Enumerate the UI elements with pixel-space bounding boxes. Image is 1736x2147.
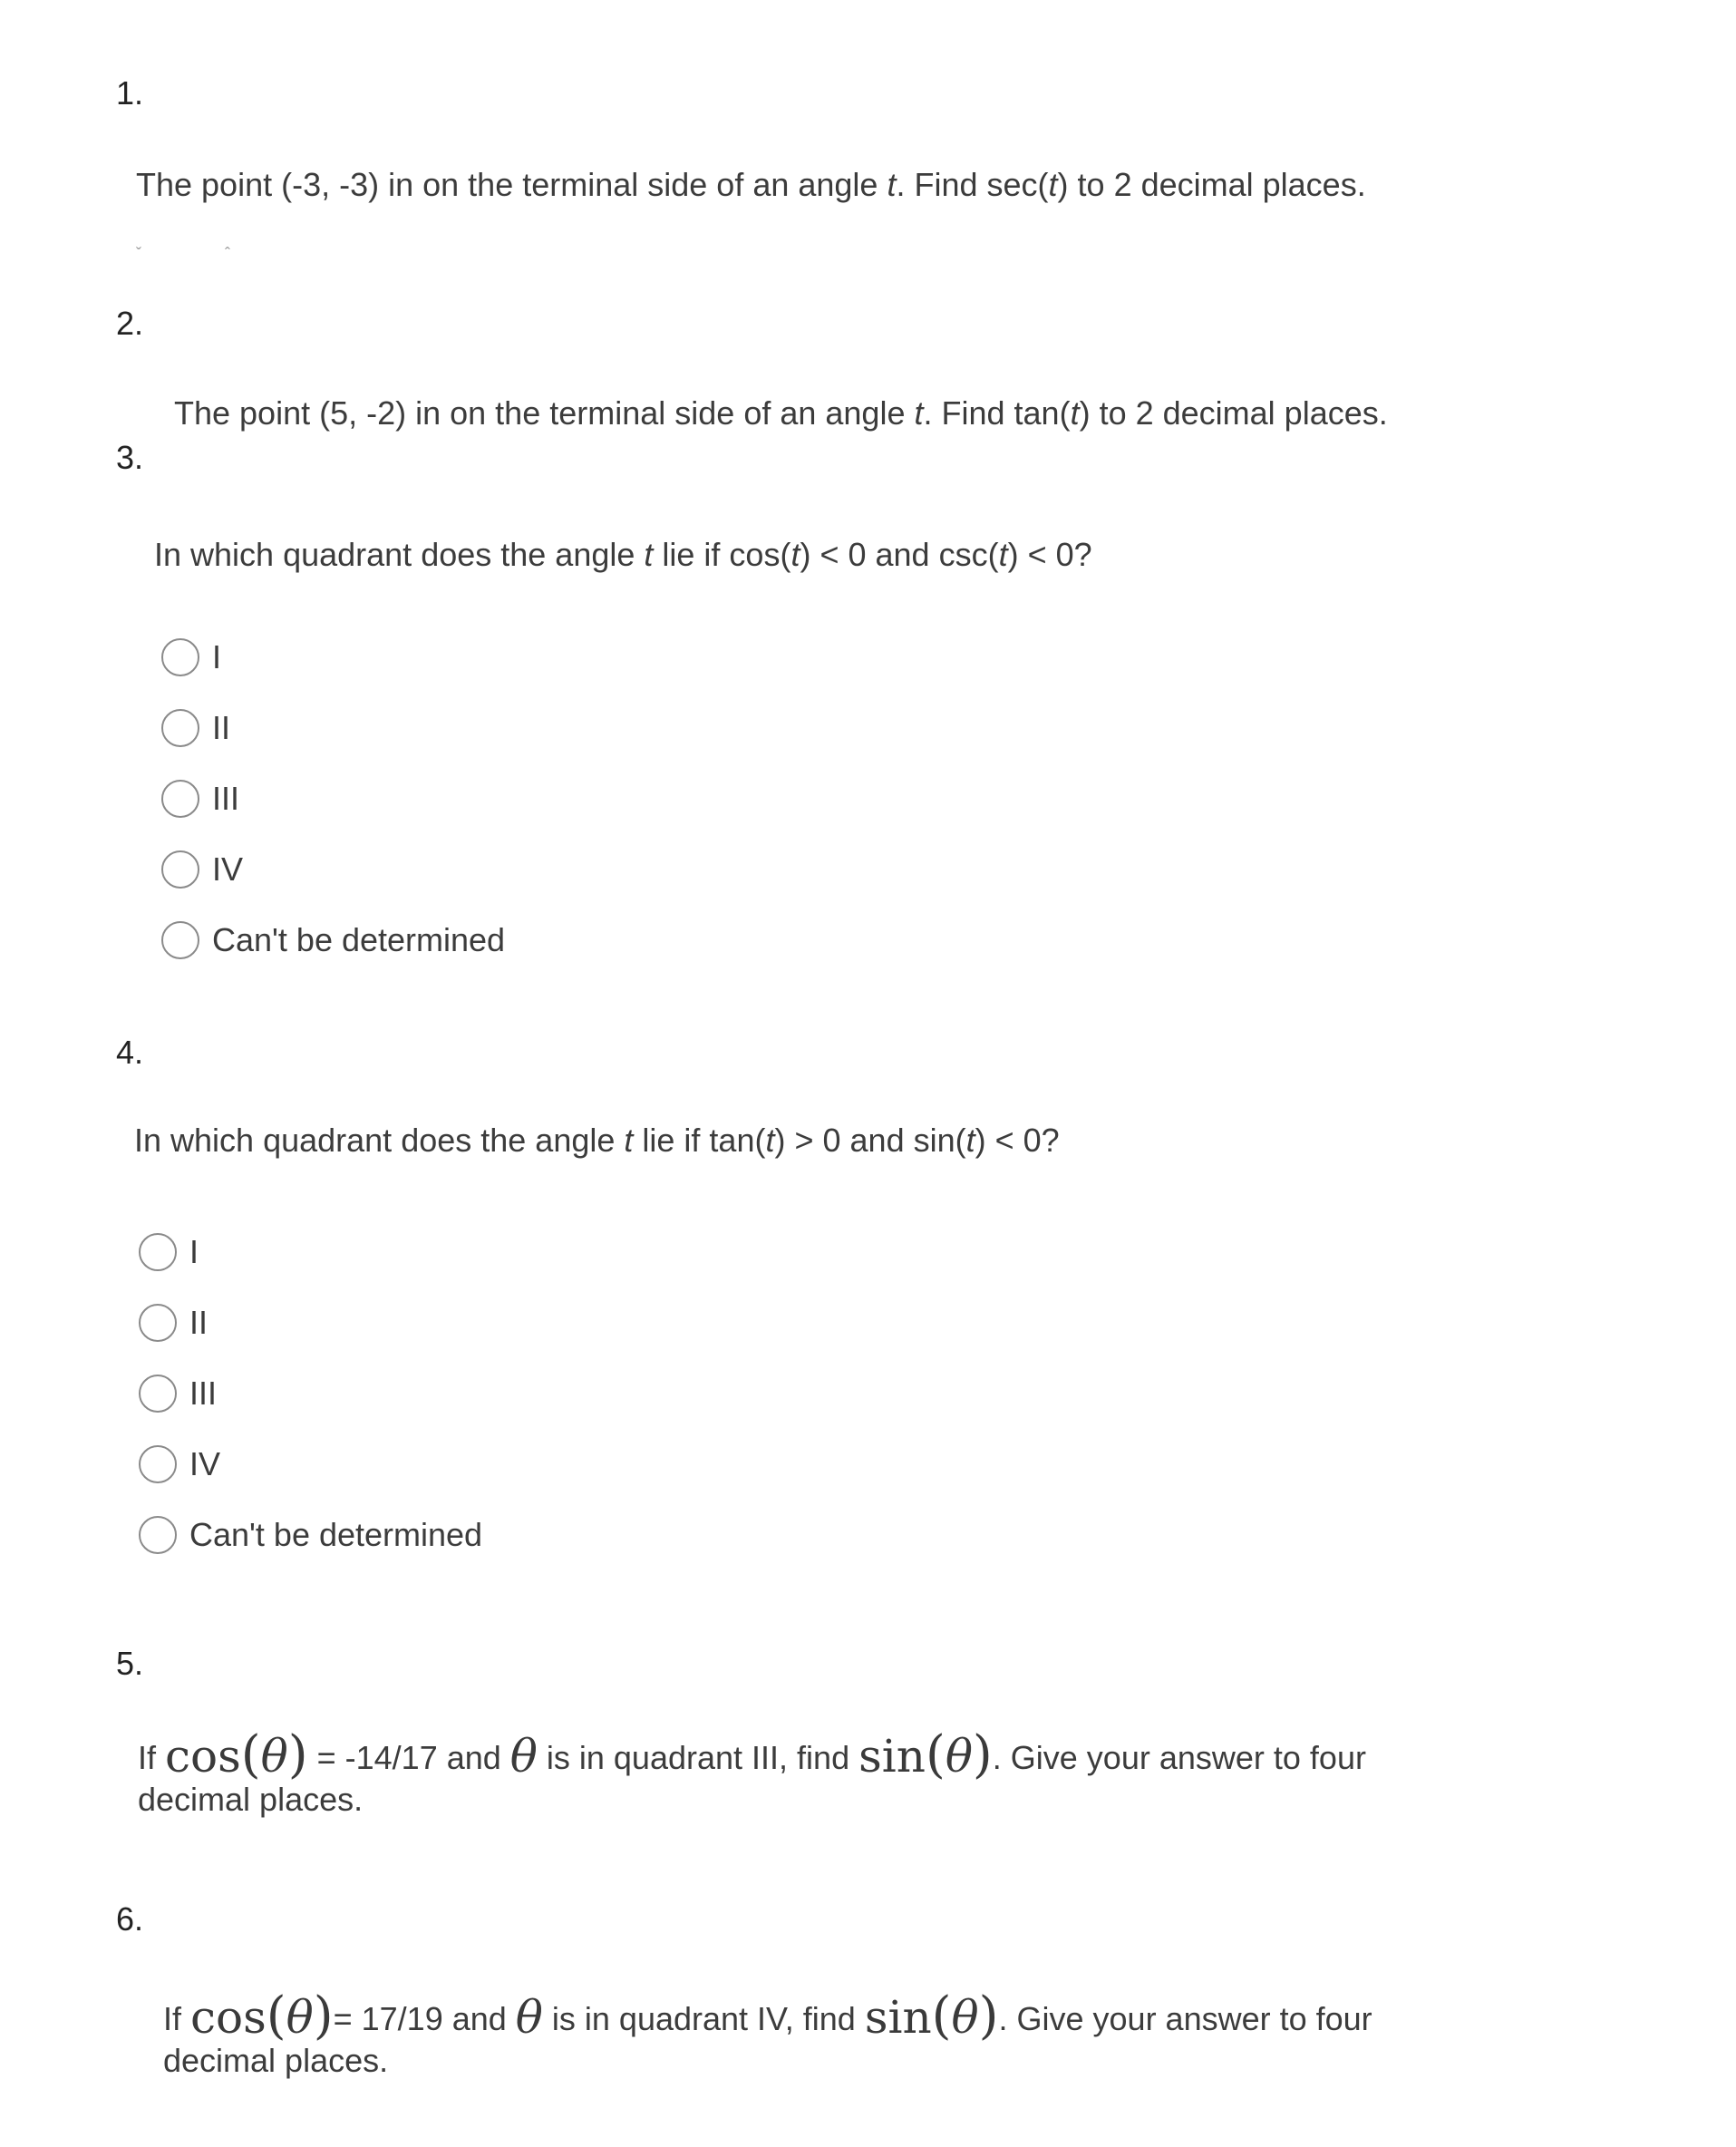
- question-6-line-2: decimal places.: [163, 2042, 389, 2079]
- radio-option[interactable]: [161, 622, 505, 693]
- radio-button[interactable]: [139, 1516, 177, 1554]
- question-3-options: [161, 622, 505, 976]
- radio-button[interactable]: [161, 921, 199, 959]
- question-4-number: 4.: [116, 1034, 144, 1071]
- question-3-text: In which quadrant does the angle t lie if cos(t) < 0 and csc(t) < 0?: [154, 536, 1092, 573]
- question-5-line-1: If cos(θ) = -14/17 and θ is in quadrant III, find sin(θ). Give your answer to four: [138, 1725, 1366, 1784]
- radio-option[interactable]: [161, 693, 505, 763]
- math-sin-theta: sin(θ): [858, 1725, 993, 1784]
- radio-option[interactable]: [139, 1217, 482, 1287]
- question-1-number: 1.: [116, 74, 144, 112]
- scan-artifact-mark: ˇ: [136, 245, 141, 263]
- question-5-line-2: decimal places.: [138, 1781, 364, 1818]
- radio-button[interactable]: [161, 709, 199, 747]
- scan-artifact-mark: ˆ: [225, 245, 230, 263]
- option-label: I: [212, 638, 222, 675]
- option-label: Can't be determined: [189, 1516, 483, 1553]
- question-4-options: [139, 1217, 482, 1570]
- radio-button[interactable]: [161, 850, 199, 889]
- radio-button[interactable]: [161, 780, 199, 818]
- question-6-line-1: If cos(θ)= 17/19 and θ is in quadrant IV, find sin(θ). Give your answer to four: [163, 1987, 1372, 2045]
- option-label: II: [212, 709, 231, 746]
- question-1-text: The point (-3, -3) in on the terminal side of an angle t. Find sec(t) to 2 decimal places.: [136, 166, 1366, 203]
- question-2-number: 2.: [116, 305, 144, 342]
- radio-button[interactable]: [139, 1304, 177, 1342]
- radio-button[interactable]: [139, 1375, 177, 1413]
- math-theta: θ: [509, 1730, 538, 1783]
- radio-button[interactable]: [161, 638, 199, 676]
- question-2-text: The point (5, -2) in on the terminal side of an angle t. Find tan(t) to 2 decimal places.: [174, 394, 1388, 432]
- radio-option[interactable]: [161, 834, 505, 905]
- question-5-text: [138, 1725, 1366, 1823]
- radio-option[interactable]: [139, 1429, 482, 1500]
- option-label: III: [189, 1375, 218, 1412]
- option-label: II: [189, 1304, 209, 1341]
- radio-option[interactable]: [139, 1500, 482, 1570]
- radio-button[interactable]: [139, 1445, 177, 1483]
- question-6-number: 6.: [116, 1900, 144, 1938]
- question-3-number: 3.: [116, 439, 144, 476]
- radio-option[interactable]: [139, 1358, 482, 1429]
- option-label: I: [189, 1233, 199, 1270]
- question-4-text: In which quadrant does the angle t lie if tan(t) > 0 and sin(t) < 0?: [134, 1122, 1060, 1159]
- radio-option[interactable]: [139, 1287, 482, 1358]
- option-label: III: [212, 780, 240, 817]
- question-6-text: [163, 1987, 1372, 2084]
- math-cos-theta: cos(θ): [190, 1987, 334, 2045]
- option-label: IV: [189, 1445, 221, 1482]
- radio-option[interactable]: [161, 763, 505, 834]
- radio-button[interactable]: [139, 1233, 177, 1271]
- radio-option[interactable]: [161, 905, 505, 976]
- math-sin-theta: sin(θ): [864, 1987, 999, 2045]
- option-label: Can't be determined: [212, 921, 506, 958]
- option-label: IV: [212, 850, 244, 888]
- question-5-number: 5.: [116, 1645, 144, 1682]
- math-theta: θ: [515, 1991, 543, 2044]
- math-cos-theta: cos(θ): [165, 1725, 308, 1784]
